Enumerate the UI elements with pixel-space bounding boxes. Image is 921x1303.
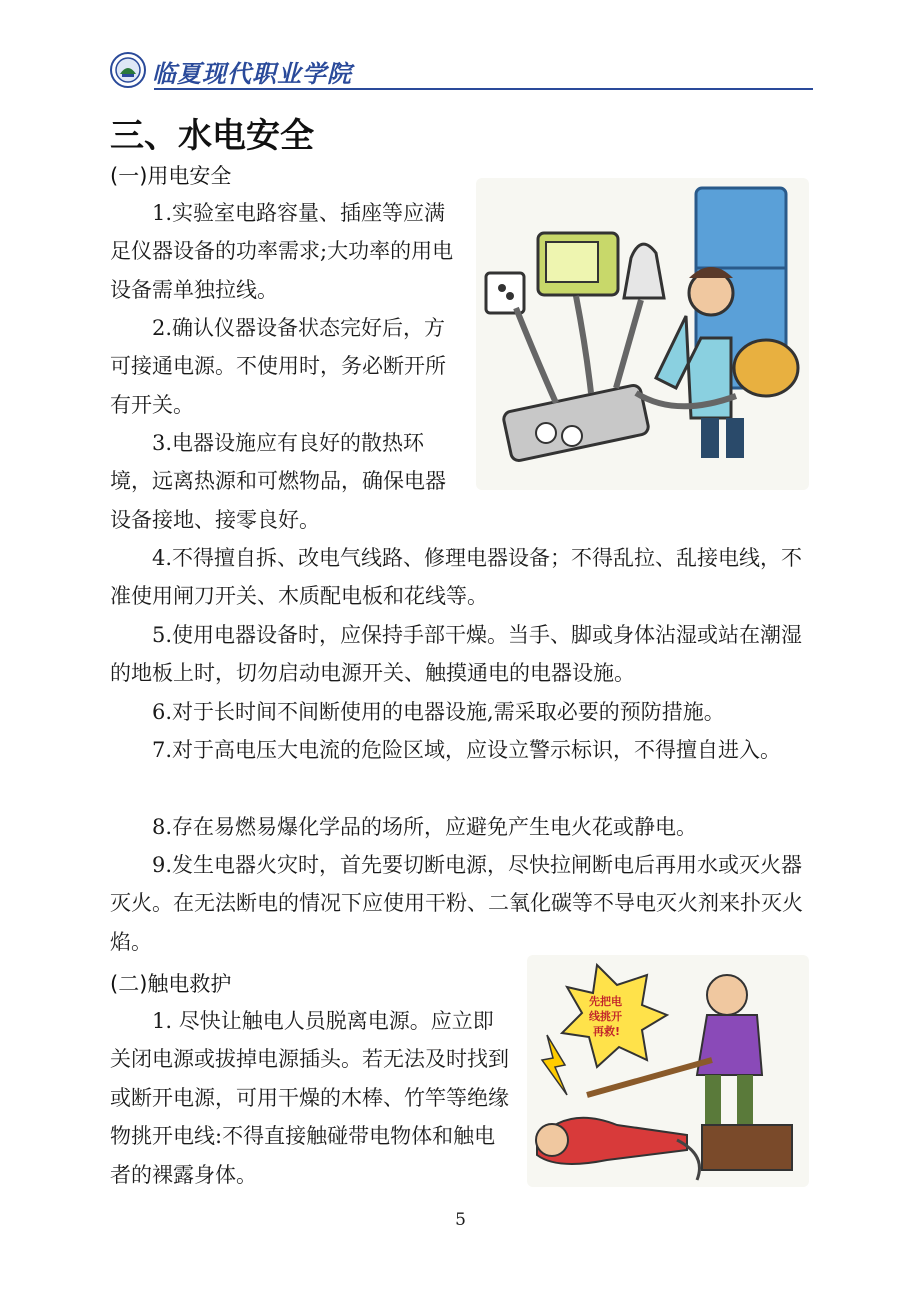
speech-bubble-line-1: 先把电 bbox=[589, 995, 622, 1008]
item-4: 4.不得擅自拆、改电气线路、修理电器设备；不得乱拉、乱接电线，不准使用闸刀开关、木质配电板和花线等。 bbox=[110, 546, 803, 609]
subsection-title-electric-safety: (一)用电安全 bbox=[110, 164, 232, 188]
rescue-item-1: 1. 尽快让触电人员脱离电源。应立即关闭电源或拔掉电源插头。若无法及时找到或断开电源，可用干燥的木棒、竹竿等绝缘物挑开电线:不得直接触碰带电物体和触电者的裸露身体。 bbox=[110, 1009, 509, 1187]
illustration-shock-rescue bbox=[527, 955, 809, 1187]
speech-bubble-line-2: 线挑开 bbox=[589, 1010, 622, 1023]
subsection-title-rescue: (二)触电救护 bbox=[110, 972, 232, 996]
item-7: 7.对于高电压大电流的危险区域，应设立警示标识，不得擅自进入。 bbox=[152, 738, 782, 762]
item-8: 8.存在易燃易爆化学品的场所，应避免产生电火花或静电。 bbox=[152, 815, 698, 839]
school-name: 临夏现代职业学院 bbox=[152, 60, 352, 88]
item-5: 5.使用电器设备时，应保持手部干燥。当手、脚或身体沾湿或站在潮湿的地板上时，切勿启动电源开关、触摸通电的电器设施。 bbox=[110, 623, 803, 686]
speech-bubble-line-3: 再救! bbox=[593, 1025, 621, 1038]
header-rule bbox=[154, 88, 813, 90]
item-2: 2.确认仪器设备状态完好后，方可接通电源。不使用时，务必断开所有开关。 bbox=[110, 316, 446, 417]
school-logo-icon bbox=[110, 52, 146, 88]
item-6: 6.对于长时间不间断使用的电器设施,需采取必要的预防措施。 bbox=[152, 700, 725, 724]
item-3: 3.电器设施应有良好的散热环境，远离热源和可燃物品，确保电器设备接地、接零良好。 bbox=[110, 431, 446, 532]
page-header bbox=[110, 50, 813, 92]
illustration-power-strip bbox=[476, 178, 809, 490]
item-1: 1.实验室电路容量、插座等应满足仪器设备的功率需求;大功率的用电设备需单独拉线。 bbox=[110, 201, 454, 302]
section-title: 三、水电安全 bbox=[110, 116, 314, 156]
page-number: 5 bbox=[455, 1210, 466, 1230]
item-9: 9.发生电器火灾时，首先要切断电源，尽快拉闸断电后再用水或灭火器灭火。在无法断电的情况下应使用干粉、二氧化碳等不导电灭火剂来扑灭火焰。 bbox=[110, 853, 803, 954]
